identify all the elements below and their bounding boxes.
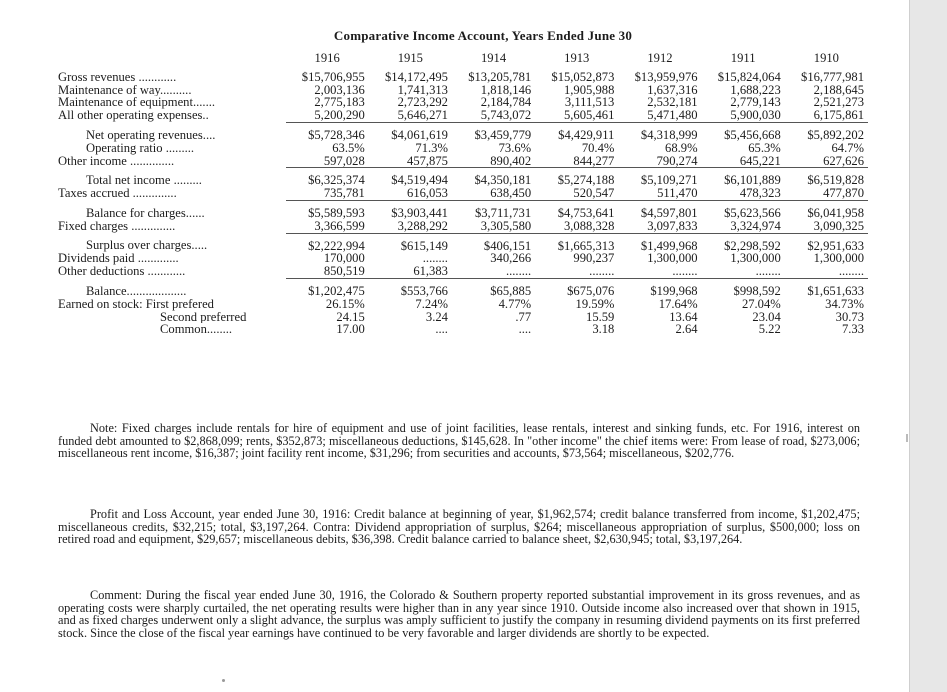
value-cell: 478,323 (739, 187, 781, 201)
value-cell: 627,626 (823, 154, 864, 168)
value-cell: 2,521,273 (813, 96, 864, 110)
value-cell: 63.5% (332, 141, 365, 155)
value-cell: $6,101,889 (702, 168, 785, 187)
value-cell: $16,777,981 (801, 70, 864, 84)
value-cell: 65.3% (748, 141, 781, 155)
row-label: Maintenance of way.......... (58, 83, 192, 97)
row-label: Balance................... (86, 283, 187, 298)
value-cell: 73.6% (498, 141, 532, 155)
value-cell: 1,637,316 (647, 83, 698, 97)
value-cell: 735,781 (323, 187, 365, 201)
value-cell: 5,200,290 (314, 109, 365, 123)
value-cell: $5,456,668 (702, 122, 785, 141)
row-label: Operating ratio ......... (86, 141, 195, 155)
value-cell: 3,324,974 (730, 219, 781, 233)
value-cell: 5.22 (758, 323, 781, 337)
value-cell: $406,151 (452, 233, 535, 252)
row-label: Balance for charges...... (86, 205, 205, 220)
value-cell: 890,402 (490, 154, 532, 168)
value-cell: 1,688,223 (730, 83, 781, 97)
value-cell: 24.15 (336, 310, 365, 324)
value-cell: $2,298,592 (702, 233, 785, 252)
value-cell: 71.3% (415, 141, 448, 155)
value-cell: 15.59 (586, 310, 615, 324)
row-label: Other income .............. (58, 154, 175, 168)
value-cell: $5,728,346 (286, 122, 369, 141)
value-cell: 3,366,599 (314, 219, 365, 233)
profit-loss-paragraph: Profit and Loss Account, year ended June 30, 1916: Credit balance at beginning of year, $1,962,574; credit balance transferred from income, $1,202,475; miscellaneous credits, $32,215; total, $3,197,264. Contra: Dividend appropriation of surplus, $264; miscellaneous appropriation of surplus, $500,000; loss on retired road and equipment, $29,657; miscellaneous debits, $36,398. Credit balance carried to balance sheet, $2,630,945; total, $3,197,264. (58, 507, 860, 547)
year-header: 1916 (314, 51, 340, 65)
value-cell: ........ (422, 252, 448, 266)
value-cell: 5,471,480 (647, 109, 698, 123)
value-cell: $2,951,633 (785, 233, 868, 252)
value-cell: 1,741,313 (397, 83, 448, 97)
value-cell: $6,519,828 (785, 168, 868, 187)
row-label: Fixed charges .............. (58, 219, 176, 234)
row-label: Common........ (160, 323, 233, 337)
row-label: Total net income ......... (86, 173, 202, 188)
year-header: 1913 (564, 51, 590, 65)
income-table-body (58, 71, 868, 336)
value-cell: $553,766 (369, 278, 452, 297)
value-cell: ........ (589, 265, 615, 279)
value-cell: 7.24% (415, 297, 448, 311)
value-cell: 5,900,030 (730, 109, 781, 123)
value-cell: 17.64% (658, 297, 698, 311)
row-label: Earned on stock: First prefered (58, 297, 214, 311)
value-cell: 477,870 (823, 187, 864, 201)
value-cell: $5,892,202 (785, 122, 868, 141)
row-label: Second preferred (160, 310, 247, 324)
value-cell: 68.9% (665, 141, 698, 155)
value-cell: $13,205,781 (468, 70, 532, 84)
value-cell: 5,605,461 (563, 109, 615, 123)
value-cell: 6,175,861 (813, 109, 864, 123)
value-cell: $5,109,271 (618, 168, 701, 187)
value-cell: 2,003,136 (314, 83, 365, 97)
value-cell: $3,711,731 (452, 200, 535, 219)
value-cell: 638,450 (490, 187, 532, 201)
page-edge-band (909, 0, 947, 692)
value-cell: $5,589,593 (286, 200, 369, 219)
value-cell: 27.04% (741, 297, 781, 311)
table-row (58, 109, 868, 122)
year-header: 1910 (813, 51, 839, 65)
table-row (58, 220, 868, 233)
value-cell: 850,519 (323, 265, 365, 279)
table-row (58, 265, 868, 278)
value-cell: 1,300,000 (730, 252, 781, 266)
value-cell: 13.64 (669, 310, 698, 324)
value-cell: $13,959,976 (634, 70, 698, 84)
year-header: 1914 (480, 51, 507, 65)
value-cell: 26.15% (325, 297, 365, 311)
table-row (58, 323, 868, 336)
value-cell: 1,818,146 (480, 83, 532, 97)
value-cell: 5,743,072 (480, 109, 532, 123)
row-label: Net operating revenues.... (86, 127, 216, 142)
value-cell: .77 (515, 310, 532, 324)
scan-mark (906, 434, 908, 442)
value-cell: 3,111,513 (564, 96, 615, 110)
value-cell: 3,097,833 (647, 219, 698, 233)
income-table (58, 50, 868, 336)
value-cell: ........ (755, 265, 781, 279)
value-cell: 1,300,000 (813, 252, 864, 266)
value-cell: 2,779,143 (730, 96, 781, 110)
table-row (58, 142, 868, 155)
row-label: Gross revenues ............ (58, 70, 177, 84)
value-cell: 1,905,988 (563, 83, 615, 97)
year-header: 1911 (730, 51, 756, 65)
year-header: 1912 (647, 51, 673, 65)
value-cell: 70.4% (581, 141, 615, 155)
value-cell: 4.77% (498, 297, 532, 311)
row-label: Taxes accrued .............. (58, 187, 177, 201)
value-cell: $15,824,064 (717, 70, 781, 84)
value-cell: $1,202,475 (286, 278, 369, 297)
year-header: 1915 (397, 51, 423, 65)
value-cell: $4,753,641 (535, 200, 618, 219)
table-row (58, 311, 868, 324)
value-cell: $1,651,633 (785, 278, 868, 297)
value-cell: $14,172,495 (384, 70, 448, 84)
year-header-row (58, 50, 868, 71)
value-cell: 19.59% (575, 297, 615, 311)
value-cell: 7.33 (841, 323, 864, 337)
value-cell: 520,547 (573, 187, 615, 201)
table-row (58, 200, 868, 219)
page-dot (222, 679, 225, 682)
value-cell: $4,350,181 (452, 168, 535, 187)
value-cell: 23.04 (752, 310, 781, 324)
value-cell: 64.7% (831, 141, 864, 155)
value-cell: 2.64 (675, 323, 698, 337)
value-cell: 597,028 (323, 154, 365, 168)
table-row (58, 122, 868, 141)
value-cell: 17.00 (336, 323, 365, 337)
value-cell: 3.24 (425, 310, 448, 324)
value-cell: $2,222,994 (286, 233, 369, 252)
value-cell: 30.73 (835, 310, 864, 324)
table-row (58, 278, 868, 297)
value-cell: 2,184,784 (480, 96, 532, 110)
row-label: Maintenance of equipment....... (58, 96, 216, 110)
value-cell: 1,300,000 (647, 252, 698, 266)
value-cell: 3,305,580 (480, 219, 532, 233)
value-cell: ........ (838, 265, 864, 279)
row-label: Dividends paid ............. (58, 252, 179, 266)
value-cell: $998,592 (702, 278, 785, 297)
value-cell: $4,061,619 (369, 122, 452, 141)
table-row (58, 155, 868, 168)
row-label: Other deductions ............ (58, 265, 186, 279)
value-cell: 990,237 (573, 252, 615, 266)
value-cell: $5,623,566 (702, 200, 785, 219)
value-cell: $5,274,188 (535, 168, 618, 187)
value-cell: 457,875 (407, 154, 448, 168)
value-cell: 511,470 (657, 187, 698, 201)
profit-loss-section (58, 508, 860, 546)
income-account-section (58, 28, 868, 336)
value-cell: 844,277 (573, 154, 615, 168)
row-label: Surplus over charges..... (86, 238, 208, 253)
value-cell: 645,221 (739, 154, 781, 168)
value-cell: $675,076 (535, 278, 618, 297)
value-cell: $6,041,958 (785, 200, 868, 219)
table-row (58, 233, 868, 252)
value-cell: 34.73% (825, 297, 864, 311)
value-cell: $4,597,801 (618, 200, 701, 219)
table-row (58, 187, 868, 200)
value-cell: ........ (505, 265, 532, 279)
table-row (58, 71, 868, 84)
value-cell: 2,532,181 (647, 96, 698, 110)
value-cell: $4,429,911 (535, 122, 618, 141)
value-cell: .... (518, 323, 532, 337)
table-title: Comparative Income Account, Years Ended June 30 (333, 28, 633, 43)
value-cell: $4,519,494 (369, 168, 452, 187)
value-cell: $1,665,313 (535, 233, 618, 252)
value-cell: $1,499,968 (618, 233, 701, 252)
value-cell: 2,775,183 (314, 96, 365, 110)
value-cell: $3,459,779 (452, 122, 535, 141)
value-cell: 2,188,645 (813, 83, 864, 97)
table-row (58, 84, 868, 97)
value-cell: $65,885 (452, 278, 535, 297)
value-cell: 170,000 (323, 252, 365, 266)
note-section (58, 422, 860, 460)
value-cell: $6,325,374 (286, 168, 369, 187)
value-cell: 3,090,325 (813, 219, 864, 233)
value-cell: 3,288,292 (397, 219, 448, 233)
value-cell: 340,266 (490, 252, 532, 266)
value-cell: 61,383 (413, 265, 448, 279)
value-cell: 3,088,328 (563, 219, 615, 233)
comment-section (58, 589, 860, 639)
value-cell: 3.18 (592, 323, 615, 337)
value-cell: $3,903,441 (369, 200, 452, 219)
note-paragraph: Note: Fixed charges include rentals for hire of equipment and use of joint facilities, lease rentals, interest and sinking funds, etc. For 1916, interest on funded debt amounted to $2,868,099; rents, $352,873; miscellaneous deductions, $145,628. In "other income" the chief items were: From lease of road, $273,006; miscellaneous rent income, $16,387; joint facility rent income, $31,296; from securities and accounts, $73,564; miscellaneous, $202,776. (58, 421, 860, 461)
table-row (58, 168, 868, 187)
row-label: All other operating expenses.. (58, 109, 209, 123)
value-cell: $615,149 (369, 233, 452, 252)
value-cell: 790,274 (656, 154, 698, 168)
value-cell: 2,723,292 (397, 96, 448, 110)
value-cell: .... (435, 323, 448, 337)
comment-paragraph: Comment: During the fiscal year ended June 30, 1916, the Colorado & Southern property reported substantial improvement in its gross revenues, and as operating costs were sharply curtailed, the net operating results were higher than in any year since 1910. Outside income also increased over that shown in 1915, and as fixed charges underwent only a slight advance, the surplus was amply sufficient to justify the company in resuming dividend payments on its first preferred stock. Since the close of the fiscal year earnings have continued to be very favorable and larger dividends are shortly to be expected. (58, 588, 860, 640)
value-cell: $15,052,873 (551, 70, 615, 84)
value-cell: 5,646,271 (397, 109, 448, 123)
value-cell: $199,968 (618, 278, 701, 297)
value-cell: $15,706,955 (301, 70, 365, 84)
table-row (58, 298, 868, 311)
value-cell: $4,318,999 (618, 122, 701, 141)
value-cell: 616,053 (407, 187, 448, 201)
table-row (58, 252, 868, 265)
value-cell: ........ (672, 265, 698, 279)
label-header (58, 50, 286, 71)
table-row (58, 96, 868, 109)
